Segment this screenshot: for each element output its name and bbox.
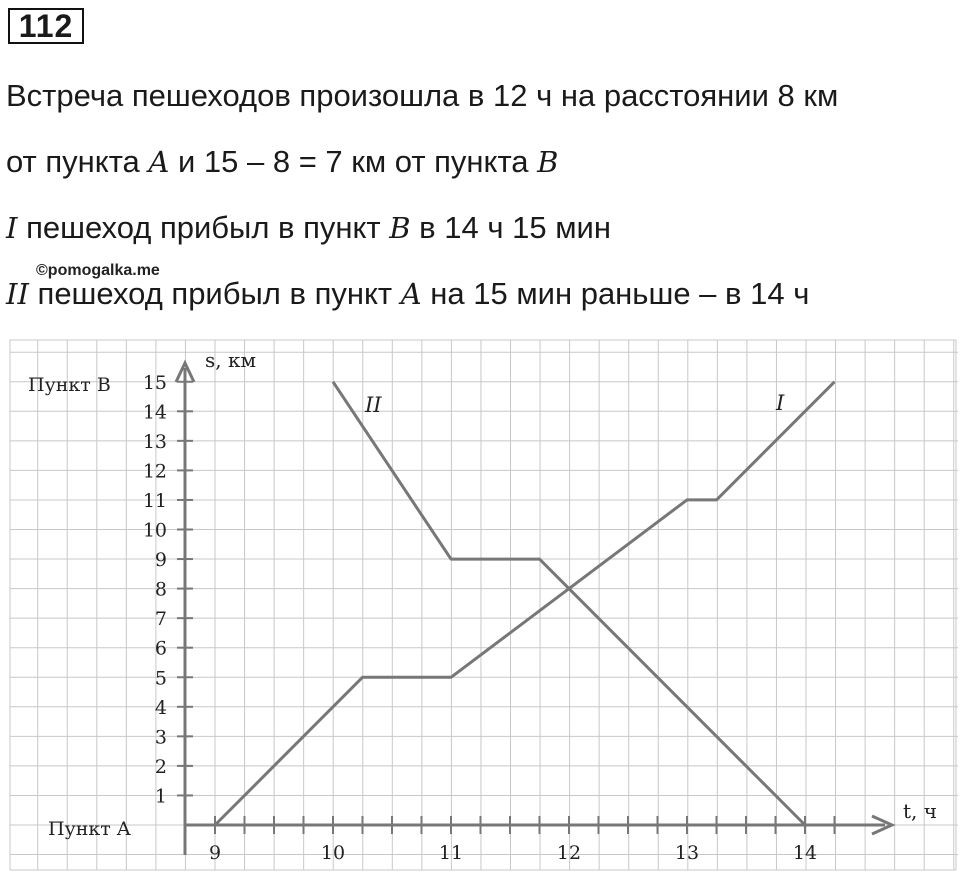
x-tick-label: 11 xyxy=(438,842,464,864)
x-tick-label: 12 xyxy=(556,842,582,864)
text-line-3-part-a: пешеход прибыл в пункт xyxy=(17,210,390,245)
text-line-2 xyxy=(6,144,558,180)
series-line-i xyxy=(215,382,835,825)
var-a-2: A xyxy=(400,277,422,311)
y-tick-label: 3 xyxy=(154,726,167,749)
text-line-2-part-a: от пункта xyxy=(6,144,149,179)
y-tick-label: 2 xyxy=(154,755,167,778)
y-tick-label: 15 xyxy=(142,371,167,394)
watermark: ©pomogalka.me xyxy=(36,262,160,279)
x-tick-label: 10 xyxy=(320,842,346,864)
text-line-3 xyxy=(6,210,611,246)
y-tick-label: 7 xyxy=(154,608,167,631)
y-tick-label: 8 xyxy=(154,578,167,601)
x-axis-label: t, ч xyxy=(903,799,937,823)
x-tick-label: 9 xyxy=(208,842,222,864)
y-tick-label: 5 xyxy=(154,667,167,690)
series-name-ii: II xyxy=(365,393,382,417)
chart-series xyxy=(215,382,835,825)
text-line-1 xyxy=(6,78,838,114)
y-tick-label: 11 xyxy=(142,489,167,512)
var-ii: II xyxy=(6,277,29,311)
distance-time-chart xyxy=(0,330,960,889)
y-axis-label: s, км xyxy=(205,348,257,372)
series-line-ii xyxy=(333,382,805,825)
point-a-label: Пункт A xyxy=(48,818,131,840)
x-tick-label: 13 xyxy=(674,842,700,864)
text-line-2-part-b: и 15 – 8 = 7 км от пункта xyxy=(169,144,538,179)
var-i: I xyxy=(6,211,18,245)
text-line-4 xyxy=(6,276,809,312)
task-number: 112 xyxy=(8,8,84,44)
text-line-4-part-a: пешеход прибыл в пункт xyxy=(28,276,401,311)
y-tick-label: 12 xyxy=(142,460,167,483)
text-line-1-content: Встреча пешеходов произошла в 12 ч на расстоянии 8 км xyxy=(6,78,839,113)
chart-labels xyxy=(28,348,937,864)
y-tick-label: 14 xyxy=(142,401,167,424)
text-line-3-part-b: в 14 ч 15 мин xyxy=(410,210,611,245)
y-tick-label: 9 xyxy=(154,549,167,572)
var-a: A xyxy=(148,145,170,179)
x-tick-label: 14 xyxy=(792,842,818,864)
var-b: B xyxy=(537,145,559,179)
text-line-4-part-b: на 15 мин раньше – в 14 ч xyxy=(421,276,810,311)
y-tick-label: 13 xyxy=(142,430,167,453)
point-b-label: Пункт B xyxy=(28,373,111,396)
y-tick-label: 4 xyxy=(154,696,167,719)
var-b-2: B xyxy=(389,211,411,245)
chart-axes xyxy=(176,363,892,855)
series-name-i: I xyxy=(776,391,785,415)
y-tick-label: 1 xyxy=(154,785,167,808)
y-tick-label: 6 xyxy=(154,637,167,660)
y-tick-label: 10 xyxy=(142,519,167,542)
